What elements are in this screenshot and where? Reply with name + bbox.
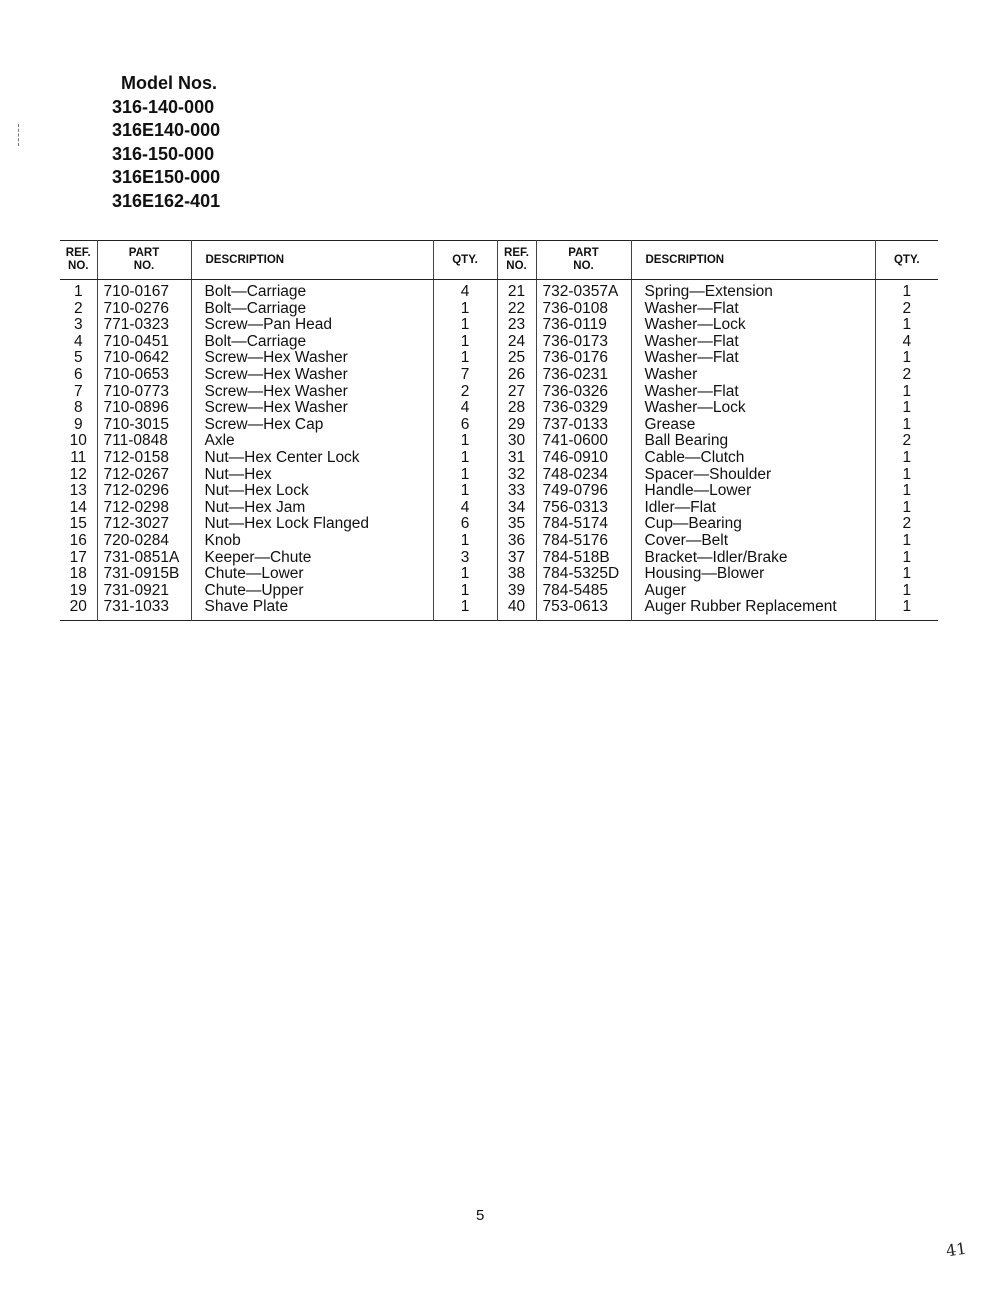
part-no-cell: 736-0329 [536,400,631,417]
header-description: DESCRIPTION [191,241,433,280]
description-cell: Spring—Extension [631,280,875,301]
scan-mark [18,124,20,146]
part-no-cell: 771-0323 [97,317,191,334]
qty-cell: 1 [433,467,497,484]
part-no-cell: 741-0600 [536,433,631,450]
part-no-cell: 731-0921 [97,583,191,600]
ref-no-cell: 26 [497,367,536,384]
qty-cell: 1 [902,599,912,616]
part-no-cell: 749-0796 [536,483,631,500]
description-cell: Screw—Hex Washer [191,350,433,367]
qty-cell: 1 [902,400,912,417]
description-cell: Axle [191,433,433,450]
description-cell: Washer—Flat [631,301,875,318]
qty-cell: 1 [902,466,912,483]
part-no-cell: 784-5325D [536,566,631,583]
part-no-cell: 710-0773 [97,384,191,401]
table-row [60,400,938,417]
qty-cell: 2 [902,366,912,383]
qty-cell: 1 [433,450,497,467]
ref-no-cell: 7 [60,384,97,401]
description-cell: Screw—Hex Washer [191,384,433,401]
description-cell: Keeper—Chute [191,550,433,567]
description-cell: Spacer—Shoulder [631,467,875,484]
ref-no-cell: 38 [497,566,536,583]
parts-table-body [60,280,938,621]
qty-cell: 6 [433,417,497,434]
part-no-cell: 784-5176 [536,533,631,550]
qty-cell: 1 [433,317,497,334]
table-row [60,433,938,450]
qty-cell: 1 [433,583,497,600]
ref-no-cell: 24 [497,334,536,351]
description-cell: Housing—Blower [631,566,875,583]
part-no-cell: 731-1033 [97,599,191,620]
ref-no-cell: 2 [60,301,97,318]
qty-cell: 1 [902,483,912,500]
ref-no-cell: 30 [497,433,536,450]
part-no-cell: 746-0910 [536,450,631,467]
part-no-cell: 736-0119 [536,317,631,334]
ref-no-cell: 8 [60,400,97,417]
part-no-cell: 737-0133 [536,417,631,434]
description-cell: Ball Bearing [631,433,875,450]
description-cell: Bolt—Carriage [191,334,433,351]
qty-cell: 2 [902,516,912,533]
table-row [60,280,938,301]
table-row [60,467,938,484]
header-ref-no [497,241,536,280]
description-cell: Nut—Hex [191,467,433,484]
model-number: 316E150-000 [112,167,221,187]
table-row [60,500,938,517]
ref-no-cell: 3 [60,317,97,334]
qty-cell: 1 [433,334,497,351]
description-cell: Screw—Hex Washer [191,400,433,417]
ref-no-cell: 29 [497,417,536,434]
description-cell: Washer—Lock [631,317,875,334]
qty-cell: 1 [902,532,912,549]
qty-cell: 3 [433,550,497,567]
description-cell: Cover—Belt [631,533,875,550]
table-header-row [60,241,938,280]
table-row [60,350,938,367]
description-cell: Shave Plate [191,599,433,620]
qty-cell: 4 [433,500,497,517]
ref-no-cell: 40 [497,599,536,620]
qty-cell: 1 [902,416,912,433]
description-cell: Bolt—Carriage [191,280,433,301]
page-number: 5 [476,1207,485,1224]
table-row [60,417,938,434]
description-cell: Washer [631,367,875,384]
header-qty: QTY. [875,241,938,280]
header-text: REF. NO. [65,247,91,272]
model-number: 316-140-000 [112,96,215,117]
ref-no-cell: 5 [60,350,97,367]
description-cell: Screw—Pan Head [191,317,433,334]
part-no-cell: 710-0642 [97,350,191,367]
header-text: PART NO. [568,247,599,272]
qty-cell: 1 [902,499,912,516]
ref-no-cell: 13 [60,483,97,500]
qty-cell: 2 [902,433,912,450]
ref-no-cell: 14 [60,500,97,517]
table-row [60,301,938,318]
part-no-cell: 753-0613 [536,599,631,620]
handwritten-note: 41 [944,1238,968,1261]
ref-no-cell: 34 [497,500,536,517]
part-no-cell: 736-0108 [536,301,631,318]
ref-no-cell: 39 [497,583,536,600]
part-no-cell: 784-5174 [536,516,631,533]
part-no-cell: 710-3015 [97,417,191,434]
model-number: 316-150-000 [112,143,215,164]
part-no-cell: 712-0296 [97,483,191,500]
description-cell: Cable—Clutch [631,450,875,467]
table-row [60,599,938,620]
qty-cell: 1 [433,350,497,367]
part-no-cell: 736-0176 [536,350,631,367]
part-no-cell: 720-0284 [97,533,191,550]
qty-cell: 7 [433,367,497,384]
parts-list-table [60,240,938,621]
ref-no-cell: 25 [497,350,536,367]
description-cell: Washer—Flat [631,350,875,367]
ref-no-cell: 10 [60,433,97,450]
description-cell: Washer—Lock [631,400,875,417]
qty-cell: 1 [902,283,912,300]
description-cell: Chute—Lower [191,566,433,583]
part-no-cell: 731-0851A [97,550,191,567]
table-row [60,367,938,384]
ref-no-cell: 6 [60,367,97,384]
table-row [60,550,938,567]
part-no-cell: 710-0276 [97,301,191,318]
description-cell: Nut—Hex Lock Flanged [191,516,433,533]
description-cell: Nut—Hex Jam [191,500,433,517]
ref-no-cell: 9 [60,417,97,434]
ref-no-cell: 11 [60,450,97,467]
model-number: 316E140-000 [112,120,221,140]
header-part-no [536,241,631,280]
header-text: PART NO. [128,247,160,272]
part-no-cell: 732-0357A [536,280,631,301]
table-row [60,384,938,401]
ref-no-cell: 20 [60,599,97,620]
qty-cell: 1 [902,383,912,400]
header-part-no [97,241,191,280]
part-no-cell: 710-0167 [97,280,191,301]
description-cell: Cup—Bearing [631,516,875,533]
description-cell: Idler—Flat [631,500,875,517]
description-cell: Nut—Hex Center Lock [191,450,433,467]
header-qty: QTY. [433,241,497,280]
description-cell: Chute—Upper [191,583,433,600]
table-row [60,533,938,550]
table-row [60,334,938,351]
table-row [60,583,938,600]
ref-no-cell: 23 [497,317,536,334]
qty-cell: 2 [902,300,912,317]
description-cell: Washer—Flat [631,384,875,401]
table-row [60,483,938,500]
header-text: REF. NO. [504,247,529,272]
description-cell: Screw—Hex Washer [191,367,433,384]
ref-no-cell: 17 [60,550,97,567]
model-number: 316E162-401 [112,190,221,211]
part-no-cell: 711-0848 [97,433,191,450]
ref-no-cell: 12 [60,467,97,484]
ref-no-cell: 37 [497,550,536,567]
qty-cell: 4 [433,280,497,301]
part-no-cell: 710-0896 [97,400,191,417]
model-numbers [112,72,220,213]
qty-cell: 1 [902,549,912,566]
ref-no-cell: 36 [497,533,536,550]
table-row [60,317,938,334]
description-cell: Knob [191,533,433,550]
ref-no-cell: 19 [60,583,97,600]
ref-no-cell: 15 [60,516,97,533]
qty-cell: 1 [433,599,497,620]
description-cell: Bracket—Idler/Brake [631,550,875,567]
part-no-cell: 710-0653 [97,367,191,384]
ref-no-cell: 28 [497,400,536,417]
qty-cell: 1 [902,317,912,334]
qty-cell: 1 [902,582,912,599]
qty-cell: 6 [433,516,497,533]
ref-no-cell: 27 [497,384,536,401]
ref-no-cell: 21 [497,280,536,301]
part-no-cell: 736-0173 [536,334,631,351]
part-no-cell: 712-3027 [97,516,191,533]
part-no-cell: 712-0267 [97,467,191,484]
description-cell: Bolt—Carriage [191,301,433,318]
ref-no-cell: 35 [497,516,536,533]
part-no-cell: 736-0231 [536,367,631,384]
header-ref-no [60,241,97,280]
part-no-cell: 736-0326 [536,384,631,401]
qty-cell: 4 [433,400,497,417]
ref-no-cell: 22 [497,301,536,318]
header-description: DESCRIPTION [631,241,875,280]
qty-cell: 2 [433,384,497,401]
part-no-cell: 731-0915B [97,566,191,583]
ref-no-cell: 4 [60,334,97,351]
qty-cell: 1 [433,433,497,450]
part-no-cell: 784-5485 [536,583,631,600]
description-cell: Washer—Flat [631,334,875,351]
ref-no-cell: 31 [497,450,536,467]
ref-no-cell: 32 [497,467,536,484]
ref-no-cell: 18 [60,566,97,583]
ref-no-cell: 1 [60,280,97,301]
ref-no-cell: 33 [497,483,536,500]
ref-no-cell: 16 [60,533,97,550]
description-cell: Grease [631,417,875,434]
description-cell: Auger Rubber Replacement [631,599,875,620]
part-no-cell: 710-0451 [97,334,191,351]
part-no-cell: 784-518B [536,550,631,567]
model-title: Model Nos. [121,73,218,93]
description-cell: Auger [631,583,875,600]
description-cell: Handle—Lower [631,483,875,500]
part-no-cell: 756-0313 [536,500,631,517]
qty-cell: 1 [902,350,912,367]
qty-cell: 1 [433,566,497,583]
table-row [60,450,938,467]
qty-cell: 1 [902,566,912,583]
part-no-cell: 748-0234 [536,467,631,484]
part-no-cell: 712-0158 [97,450,191,467]
part-no-cell: 712-0298 [97,500,191,517]
qty-cell: 4 [902,333,912,350]
qty-cell: 1 [902,449,912,466]
qty-cell: 1 [433,483,497,500]
description-cell: Nut—Hex Lock [191,483,433,500]
description-cell: Screw—Hex Cap [191,417,433,434]
qty-cell: 1 [433,533,497,550]
qty-cell: 1 [433,301,497,318]
table-row [60,516,938,533]
table-row [60,566,938,583]
